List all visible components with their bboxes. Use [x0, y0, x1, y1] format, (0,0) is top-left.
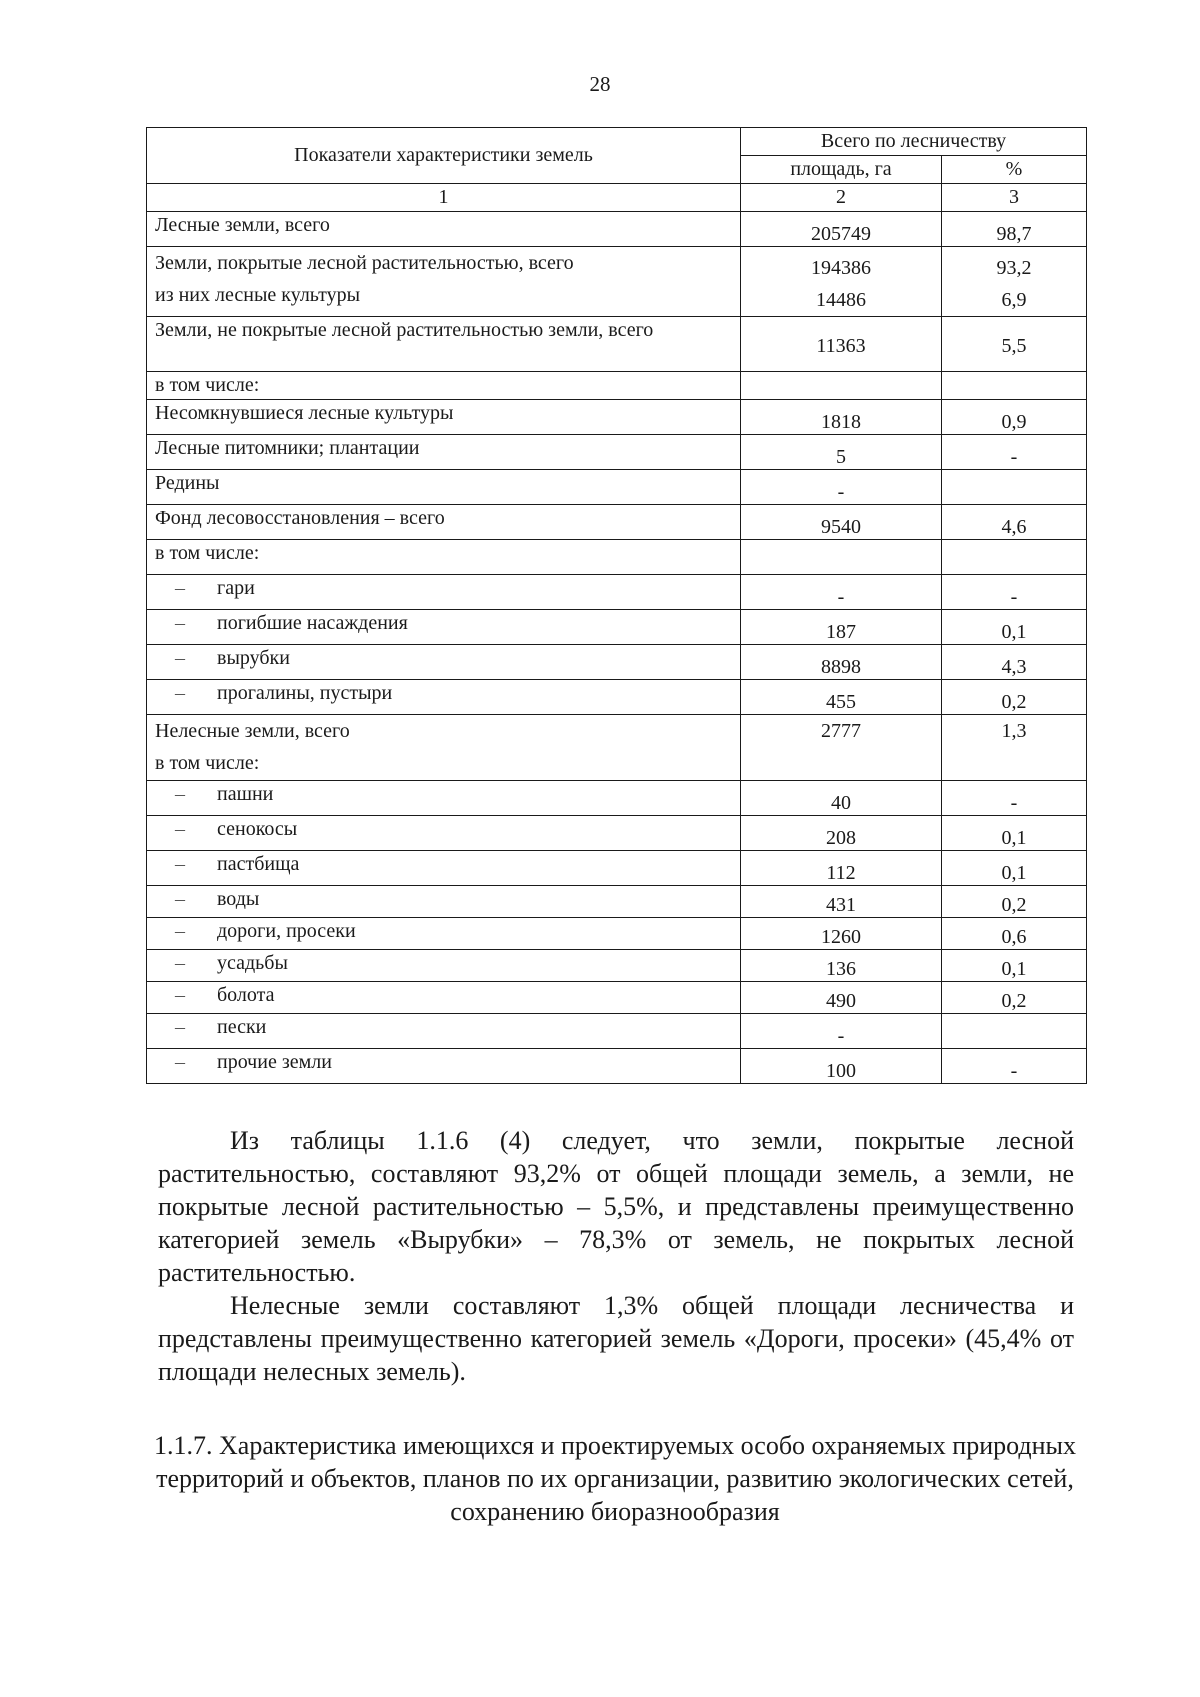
- table-row: [147, 680, 1087, 715]
- row-label: гари: [217, 577, 255, 599]
- table-row: [147, 886, 1087, 918]
- row-label: болота: [217, 984, 275, 1006]
- row-percent: 0,1: [942, 610, 1087, 645]
- list-dash: –: [175, 577, 185, 599]
- header-area: площадь, га: [741, 156, 942, 184]
- row-area: 1818: [741, 400, 942, 435]
- row-percent: 5,5: [942, 317, 1087, 372]
- row-area: 187: [741, 610, 942, 645]
- row-area: -: [741, 1014, 942, 1049]
- table-row: [147, 816, 1087, 851]
- table-row: [147, 715, 1087, 781]
- table-row: [147, 247, 1087, 317]
- row-percent: 0,1: [942, 851, 1087, 886]
- row-label: Лесные питомники; плантации: [147, 435, 741, 470]
- list-dash: –: [175, 1016, 185, 1038]
- row-percent: 4,6: [942, 505, 1087, 540]
- row-area-empty: [741, 372, 942, 400]
- row-area: 455: [741, 680, 942, 715]
- row-percent: 93,2: [996, 257, 1032, 279]
- row-label: сенокосы: [217, 818, 298, 840]
- row-percent: 0,6: [942, 918, 1087, 950]
- row-percent: 0,9: [942, 400, 1087, 435]
- row-label: пастбища: [217, 853, 300, 875]
- table-row: [147, 372, 1087, 400]
- row-label: Земли, покрытые лесной растительностью, всего: [155, 252, 574, 274]
- row-area-group: [741, 247, 942, 317]
- page-number: 28: [589, 72, 611, 96]
- body-text: [158, 1124, 1074, 1388]
- row-label-cell: [147, 645, 741, 680]
- row-label: Редины: [147, 470, 741, 505]
- row-label-group: [147, 247, 741, 317]
- row-area: 208: [741, 816, 942, 851]
- row-area: 431: [741, 886, 942, 918]
- row-label: пашни: [217, 783, 274, 805]
- row-label: в том числе:: [155, 752, 260, 774]
- row-area: 40: [741, 781, 942, 816]
- table-row: [147, 212, 1087, 247]
- table-row: [147, 1049, 1087, 1084]
- row-percent-empty: [942, 540, 1087, 575]
- row-label-cell: [147, 918, 741, 950]
- list-dash: –: [175, 818, 185, 840]
- row-area: 136: [741, 950, 942, 982]
- row-label-cell: [147, 610, 741, 645]
- table-row: [147, 540, 1087, 575]
- row-percent-group: [942, 247, 1087, 317]
- row-area: -: [741, 470, 942, 505]
- row-percent: 0,2: [942, 680, 1087, 715]
- table-row: [147, 317, 1087, 372]
- row-percent: -: [942, 1049, 1087, 1084]
- row-percent: 4,3: [942, 645, 1087, 680]
- header-indicator: Показатели характеристики земель: [147, 128, 741, 184]
- row-percent-empty: [942, 372, 1087, 400]
- row-area-empty: [741, 540, 942, 575]
- row-area: -: [741, 575, 942, 610]
- row-label: в том числе:: [147, 372, 741, 400]
- row-percent: 0,2: [942, 982, 1087, 1014]
- column-number-1: 1: [147, 184, 741, 212]
- row-label: Нелесные земли, всего: [155, 720, 350, 742]
- row-label: Несомкнувшиеся лесные культуры: [147, 400, 741, 435]
- row-area: 2777: [741, 715, 942, 781]
- row-area: 8898: [741, 645, 942, 680]
- row-label: в том числе:: [147, 540, 741, 575]
- row-label-cell: [147, 1014, 741, 1049]
- row-label: вырубки: [217, 647, 290, 669]
- table-row: [147, 645, 1087, 680]
- table-row: [147, 505, 1087, 540]
- row-label: прогалины, пустыри: [217, 682, 393, 704]
- row-area: 112: [741, 851, 942, 886]
- table-row: [147, 575, 1087, 610]
- column-number-2: 2: [741, 184, 942, 212]
- row-percent: 0,2: [942, 886, 1087, 918]
- paragraph-1: Из таблицы 1.1.6 (4) следует, что земли, покрытые лесной растительностью, составляют 93,2% от общей площади земель, а земли, не покрытые лесной растительностью – 5,5%, и представлены преимущественно категорией земель «Вырубки» – 78,3% от земель, не покрытых лесной растительностью.: [158, 1126, 1074, 1287]
- list-dash: –: [175, 647, 185, 669]
- row-percent: 1,3: [942, 715, 1087, 781]
- column-number-3: 3: [942, 184, 1087, 212]
- table-row: [147, 781, 1087, 816]
- list-dash: –: [175, 952, 185, 974]
- row-percent: 0,1: [942, 950, 1087, 982]
- row-label: Фонд лесовосстановления – всего: [147, 505, 741, 540]
- row-percent: 98,7: [942, 212, 1087, 247]
- row-label-cell: [147, 982, 741, 1014]
- row-area: 194386: [811, 257, 871, 279]
- list-dash: –: [175, 783, 185, 805]
- row-percent: [942, 470, 1087, 505]
- row-label-cell: [147, 851, 741, 886]
- row-percent: 6,9: [1001, 289, 1027, 311]
- table-row: [147, 950, 1087, 982]
- row-label-group: [147, 715, 741, 781]
- list-dash: –: [175, 984, 185, 1006]
- row-label: воды: [217, 888, 260, 910]
- row-percent: -: [942, 781, 1087, 816]
- row-label: Лесные земли, всего: [147, 212, 741, 247]
- row-area: 490: [741, 982, 942, 1014]
- row-area: 14486: [816, 289, 866, 311]
- row-label: Земли, не покрытые лесной растительностью земли, всего: [147, 317, 741, 372]
- land-characteristics-table: [146, 127, 1087, 1084]
- row-label-cell: [147, 886, 741, 918]
- row-area: 205749: [741, 212, 942, 247]
- row-area: 11363: [741, 317, 942, 372]
- row-percent: -: [942, 435, 1087, 470]
- row-percent: 0,1: [942, 816, 1087, 851]
- row-label-cell: [147, 950, 741, 982]
- row-percent: -: [942, 575, 1087, 610]
- list-dash: –: [175, 888, 185, 910]
- row-label-cell: [147, 1049, 741, 1084]
- row-label-cell: [147, 781, 741, 816]
- table-row: [147, 435, 1087, 470]
- table-row: [147, 1014, 1087, 1049]
- row-percent: [942, 1014, 1087, 1049]
- row-label: прочие земли: [217, 1051, 332, 1073]
- row-label: пески: [217, 1016, 267, 1038]
- header-percent: %: [942, 156, 1087, 184]
- section-heading: 1.1.7. Характеристика имеющихся и проектируемых особо охраняемых природных территорий и объектов, планов по их организации, развитию экологических сетей, сохранению биоразнообразия: [154, 1431, 1076, 1526]
- row-area: 100: [741, 1049, 942, 1084]
- row-area: 5: [741, 435, 942, 470]
- table-row: [147, 982, 1087, 1014]
- list-dash: –: [175, 1051, 185, 1073]
- table-row: [147, 610, 1087, 645]
- header-total-group: Всего по лесничеству: [741, 128, 1087, 156]
- row-label-cell: [147, 680, 741, 715]
- row-label: погибшие насаждения: [217, 612, 408, 634]
- row-area: 1260: [741, 918, 942, 950]
- row-label: из них лесные культуры: [155, 284, 361, 306]
- table-row: [147, 918, 1087, 950]
- table-row: [147, 851, 1087, 886]
- table-row: [147, 400, 1087, 435]
- list-dash: –: [175, 612, 185, 634]
- paragraph-2: Нелесные земли составляют 1,3% общей площади лесничества и представлены преимущественно категорией земель «Дороги, просеки» (45,4% от площади нелесных земель).: [158, 1291, 1074, 1386]
- row-area: 9540: [741, 505, 942, 540]
- row-label-cell: [147, 575, 741, 610]
- list-dash: –: [175, 682, 185, 704]
- table-row: [147, 470, 1087, 505]
- row-label: дороги, просеки: [217, 920, 356, 942]
- list-dash: –: [175, 853, 185, 875]
- list-dash: –: [175, 920, 185, 942]
- row-label: усадьбы: [217, 952, 288, 974]
- row-label-cell: [147, 816, 741, 851]
